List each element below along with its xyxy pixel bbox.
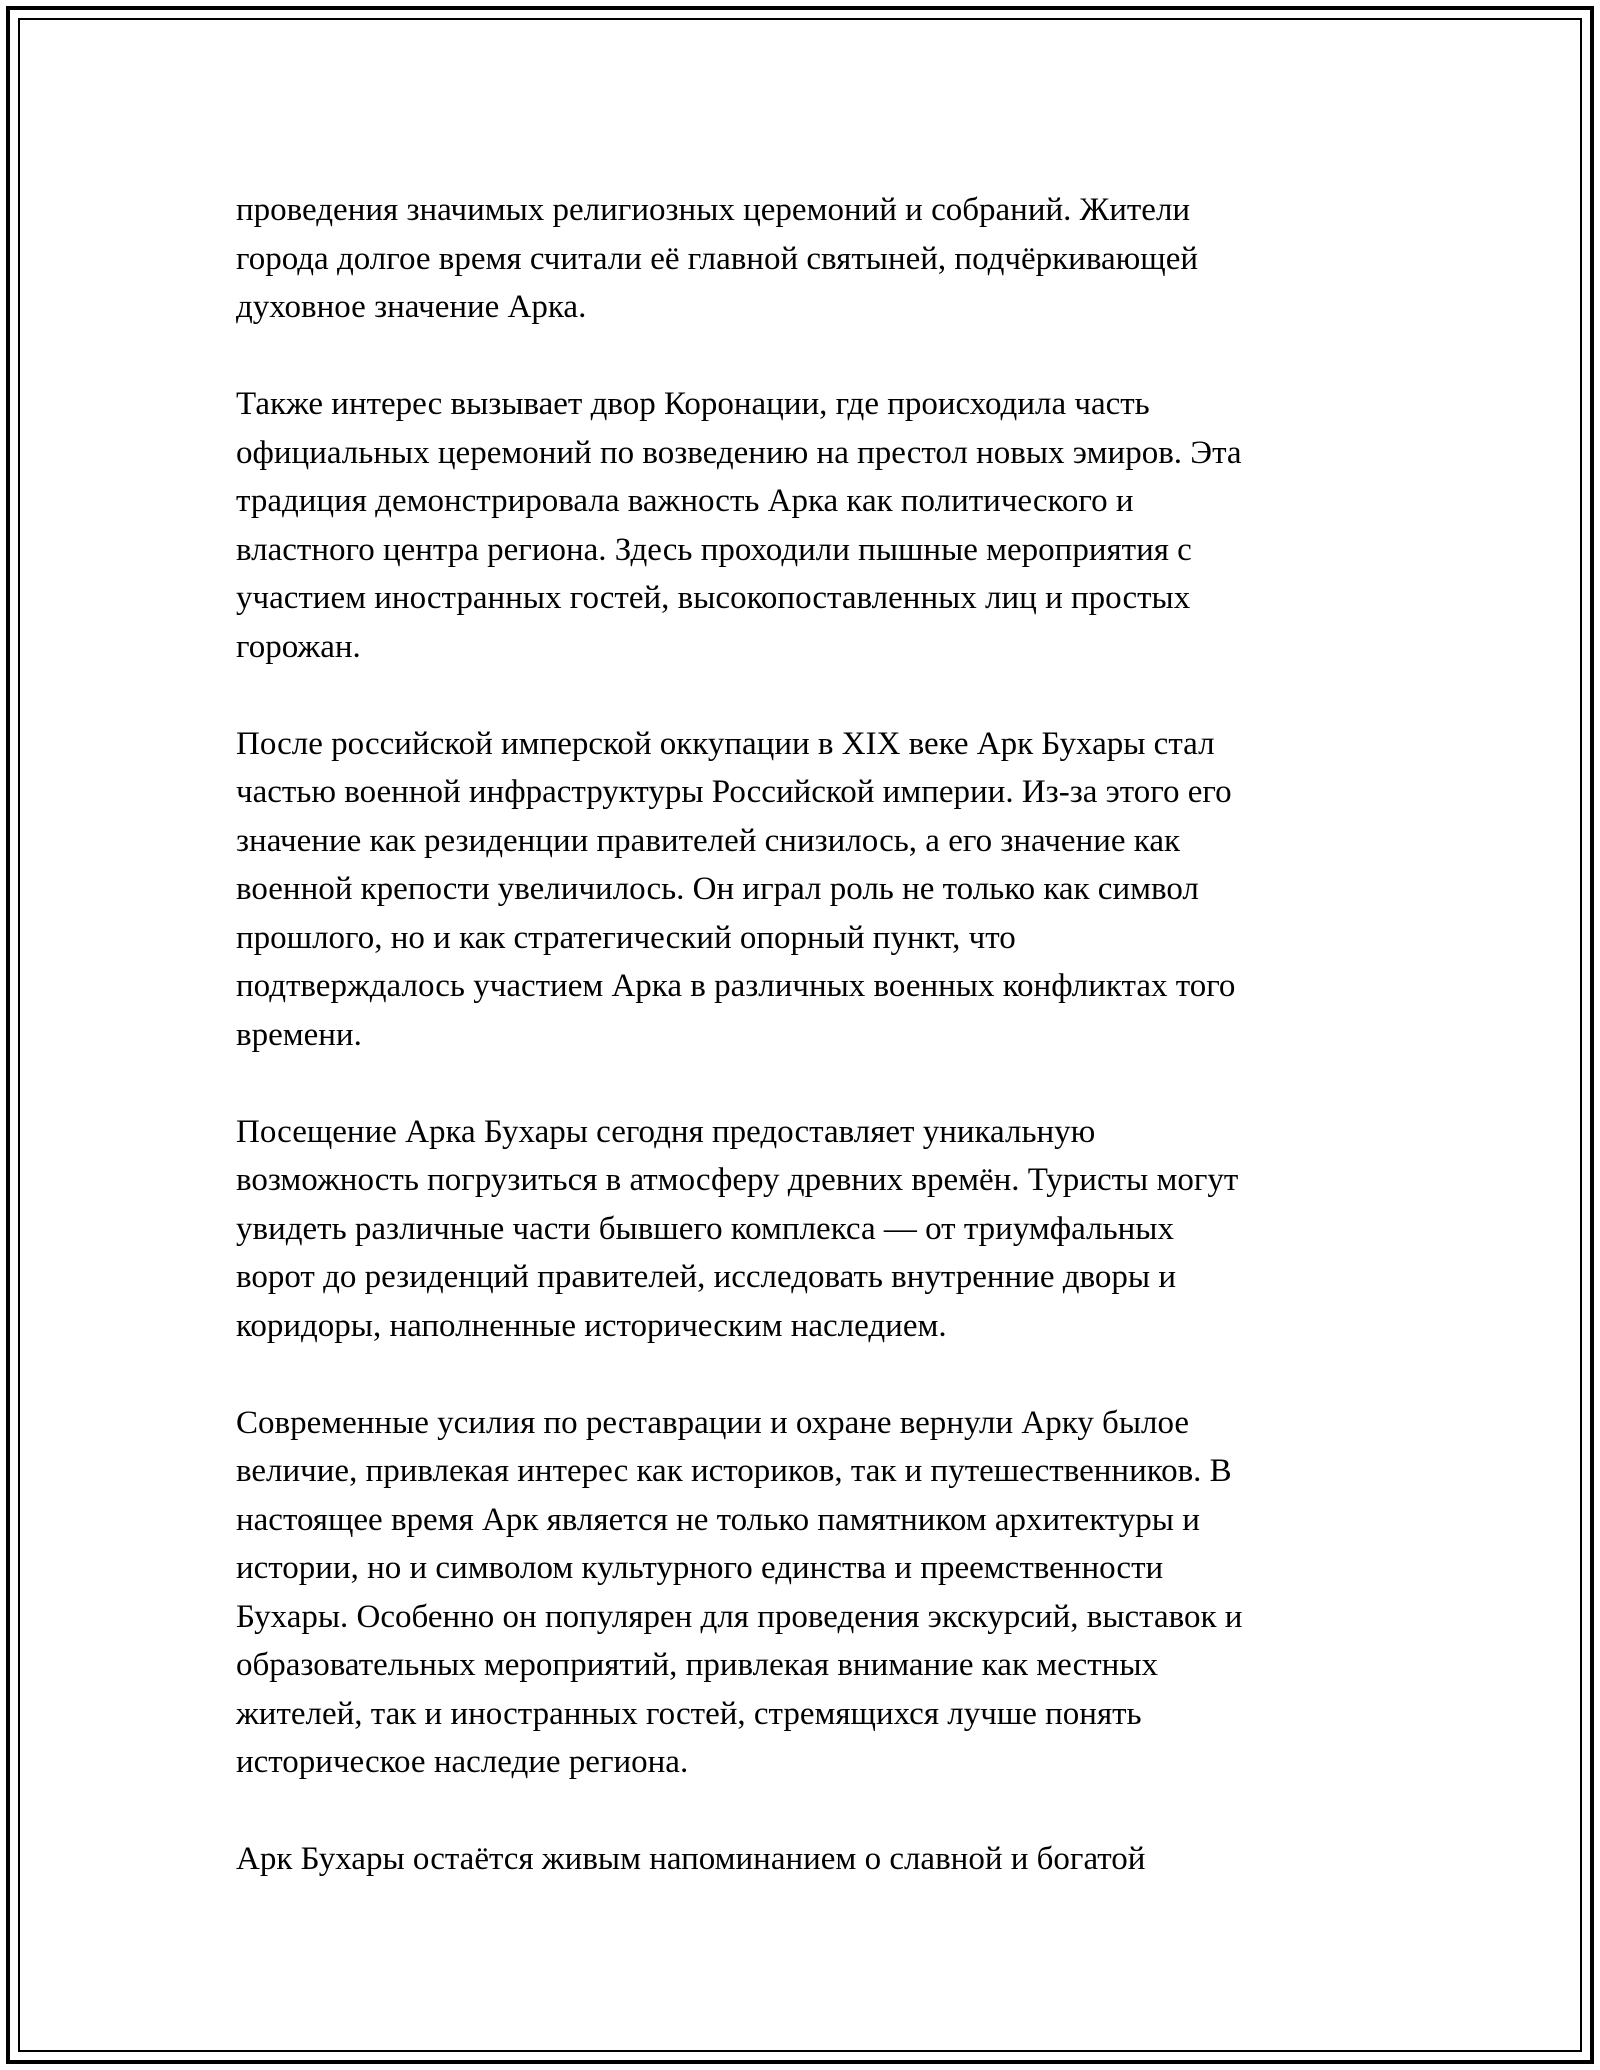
paragraph-gap bbox=[236, 1059, 1386, 1108]
paragraph-4-line-1: Посещение Арка Бухары сегодня предоставляет уникальную bbox=[236, 1113, 1096, 1150]
paragraph-5-line-1: Современные усилия по реставрации и охране вернули Арку былое bbox=[236, 1404, 1190, 1441]
paragraph-2-line-1: Также интерес вызывает двор Коронации, где происходила часть bbox=[236, 386, 1150, 422]
paragraph-gap bbox=[236, 332, 1386, 381]
paragraph-2-line-4: властного центра региона. Здесь проходили пышные мероприятия с bbox=[236, 531, 1192, 568]
paragraph-5-line-5: Бухары. Особенно он популярен для проведения экскурсий, выставок и bbox=[236, 1598, 1243, 1635]
paragraph-3-line-5: прошлого, но и как стратегический опорный пункт, что bbox=[236, 919, 1016, 956]
paragraph-2-line-5: участием иностранных гостей, высокопоставленных лиц и простых bbox=[236, 580, 1191, 616]
paragraph-2-line-3: традиция демонстрировала важность Арка как политического и bbox=[236, 483, 1134, 519]
paragraph-3-line-3: значение как резиденции правителей снизилось, а его значение как bbox=[236, 822, 1181, 859]
paragraph-3-line-7: времени. bbox=[236, 1016, 362, 1053]
paragraph-3-line-6: подтверждалось участием Арка в различных военных конфликтах того bbox=[236, 968, 1236, 1004]
paragraph-gap bbox=[236, 1787, 1386, 1836]
paragraph-1-line-1: проведения значимых религиозных церемоний и собраний. Жители bbox=[236, 192, 1191, 228]
paragraph-5-line-7: жителей, так и иностранных гостей, стремящихся лучше понять bbox=[236, 1695, 1142, 1732]
paragraph-4-line-3: увидеть различные части бывшего комплекса — от триумфальных bbox=[236, 1210, 1174, 1247]
paragraph-3-line-1: После российской имперской оккупации в XIX веке Арк Бухары стал bbox=[236, 725, 1215, 762]
paragraph-1-line-2: города долгое время считали её главной святыней, подчёркивающей bbox=[236, 240, 1199, 277]
paragraph-4-line-4: ворот до резиденций правителей, исследовать внутренние дворы и bbox=[236, 1259, 1177, 1295]
paragraph-4-line-5: коридоры, наполненные историческим наследием. bbox=[236, 1307, 947, 1344]
paragraph-4-line-2: возможность погрузиться в атмосферу древних времён. Туристы могут bbox=[236, 1162, 1239, 1198]
paragraph-5-line-3: настоящее время Арк является не только памятником архитектуры и bbox=[236, 1501, 1200, 1538]
paragraph-5-line-6: образовательных мероприятий, привлекая внимание как местных bbox=[236, 1647, 1158, 1683]
paragraph-1-line-3: духовное значение Арка. bbox=[236, 289, 587, 325]
document-body bbox=[236, 186, 1386, 1884]
paragraph-5-line-8: историческое наследие региона. bbox=[236, 1744, 689, 1780]
paragraph-gap bbox=[236, 1350, 1386, 1399]
paragraph-5-line-4: истории, но и символом культурного единства и преемственности bbox=[236, 1550, 1164, 1586]
paragraph-6-line-1: Арк Бухары остаётся живым напоминанием о славной и богатой bbox=[236, 1841, 1146, 1877]
paragraph-2-line-6: горожан. bbox=[236, 628, 361, 665]
paragraph-gap bbox=[236, 671, 1386, 720]
paragraph-3-line-2: частью военной инфраструктуры Российской империи. Из-за этого его bbox=[236, 774, 1232, 810]
paragraph-5-line-2: величие, привлекая интерес как историков, так и путешественников. В bbox=[236, 1453, 1232, 1489]
paragraph-2-line-2: официальных церемоний по возведению на престол новых эмиров. Эта bbox=[236, 434, 1242, 471]
paragraph-3-line-4: военной крепости увеличилось. Он играл роль не только как символ bbox=[236, 871, 1199, 907]
